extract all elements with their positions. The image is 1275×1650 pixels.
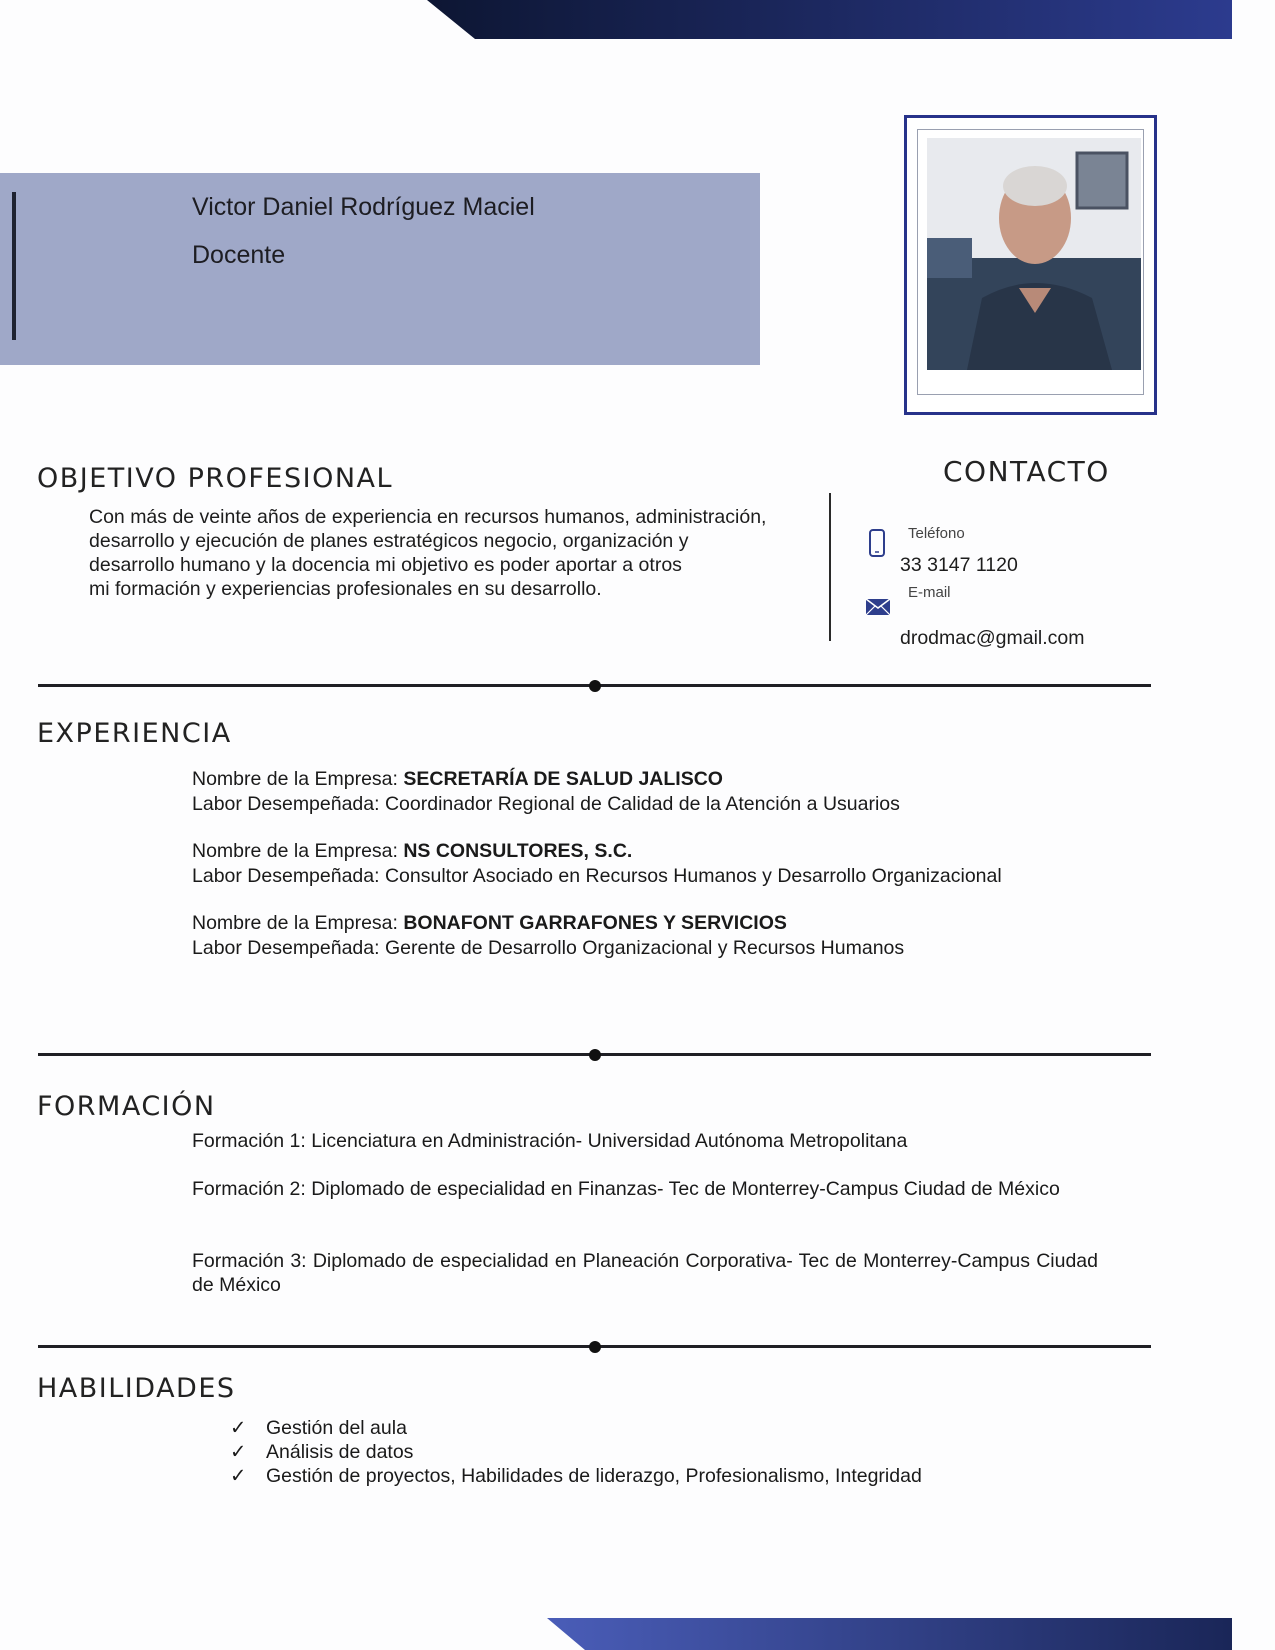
- skill-item: [230, 1440, 413, 1464]
- company-name: NS CONSULTORES, S.C.: [403, 840, 633, 862]
- role-prefix: Labor Desempeñada:: [192, 793, 385, 815]
- phone-label: Teléfono: [908, 525, 965, 542]
- skills-title: HABILIDADES: [37, 1373, 236, 1404]
- role-description: Gerente de Desarrollo Organizacional y Recursos Humanos: [384, 937, 905, 959]
- divider-dot: [589, 1341, 601, 1353]
- company-prefix: Nombre de la Empresa:: [192, 768, 404, 790]
- objective-text: [89, 505, 766, 601]
- profile-photo-mat: [917, 129, 1144, 395]
- experience-item: [192, 767, 900, 817]
- objective-line: Con más de veinte años de experiencia en recursos humanos, administración,: [89, 506, 767, 528]
- company-prefix: Nombre de la Empresa:: [192, 840, 404, 862]
- checkmark-icon: ✓: [230, 1441, 247, 1463]
- objective-line: desarrollo y ejecución de planes estratégicos negocio, organización y: [89, 530, 689, 552]
- experience-title: EXPERIENCIA: [37, 718, 232, 749]
- bottom-decorative-bar: [0, 1610, 1275, 1650]
- divider-dot: [589, 680, 601, 692]
- header-accent-line: [12, 192, 16, 340]
- company-name: BONAFONT GARRAFONES Y SERVICIOS: [403, 912, 787, 934]
- contact-title: CONTACTO: [943, 455, 1110, 488]
- role-description: Consultor Asociado en Recursos Humanos y Desarrollo Organizacional: [384, 865, 1002, 887]
- skill-item: [230, 1416, 407, 1440]
- education-item: Formación 1: Licenciatura en Administración- Universidad Autónoma Metropolitana: [192, 1130, 908, 1152]
- email-label: E-mail: [908, 584, 951, 601]
- candidate-role: Docente: [192, 241, 286, 269]
- experience-item: [192, 839, 1002, 889]
- candidate-name: Victor Daniel Rodríguez Maciel: [192, 193, 535, 221]
- email-icon: [865, 598, 891, 616]
- checkmark-icon: ✓: [230, 1465, 247, 1487]
- divider-dot: [589, 1049, 601, 1061]
- role-prefix: Labor Desempeñada:: [192, 937, 385, 959]
- skill-label: Gestión del aula: [266, 1417, 407, 1439]
- company-name: SECRETARÍA DE SALUD JALISCO: [403, 768, 723, 790]
- role-description: Coordinador Regional de Calidad de la Atención a Usuarios: [384, 793, 900, 815]
- email-value: drodmac@gmail.com: [900, 627, 1085, 649]
- role-prefix: Labor Desempeñada:: [192, 865, 385, 887]
- profile-photo-frame: [904, 115, 1157, 415]
- skill-label: Gestión de proyectos, Habilidades de liderazgo, Profesionalismo, Integridad: [266, 1465, 922, 1487]
- checkmark-icon: ✓: [230, 1417, 247, 1439]
- education-title: FORMACIÓN: [37, 1091, 216, 1122]
- phone-value: 33 3147 1120: [900, 554, 1018, 576]
- contact-divider: [829, 493, 831, 641]
- phone-icon: [868, 529, 886, 557]
- profile-photo: [927, 138, 1141, 370]
- objective-title: OBJETIVO PROFESIONAL: [37, 463, 394, 494]
- skill-label: Análisis de datos: [266, 1441, 414, 1463]
- skill-item: [230, 1464, 922, 1488]
- company-prefix: Nombre de la Empresa:: [192, 912, 404, 934]
- education-item: Formación 2: Diplomado de especialidad en Finanzas- Tec de Monterrey-Campus Ciudad de México: [192, 1178, 1060, 1200]
- experience-item: [192, 911, 904, 961]
- objective-line: desarrollo humano y la docencia mi objetivo es poder aportar a otros: [89, 554, 682, 576]
- objective-line: mi formación y experiencias profesionales en su desarrollo.: [89, 578, 602, 600]
- top-decorative-bar: [0, 0, 1275, 40]
- education-item: Formación 3: Diplomado de especialidad en Planeación Corporativa- Tec de Monterrey-Campus Ciudad de México: [192, 1250, 1098, 1296]
